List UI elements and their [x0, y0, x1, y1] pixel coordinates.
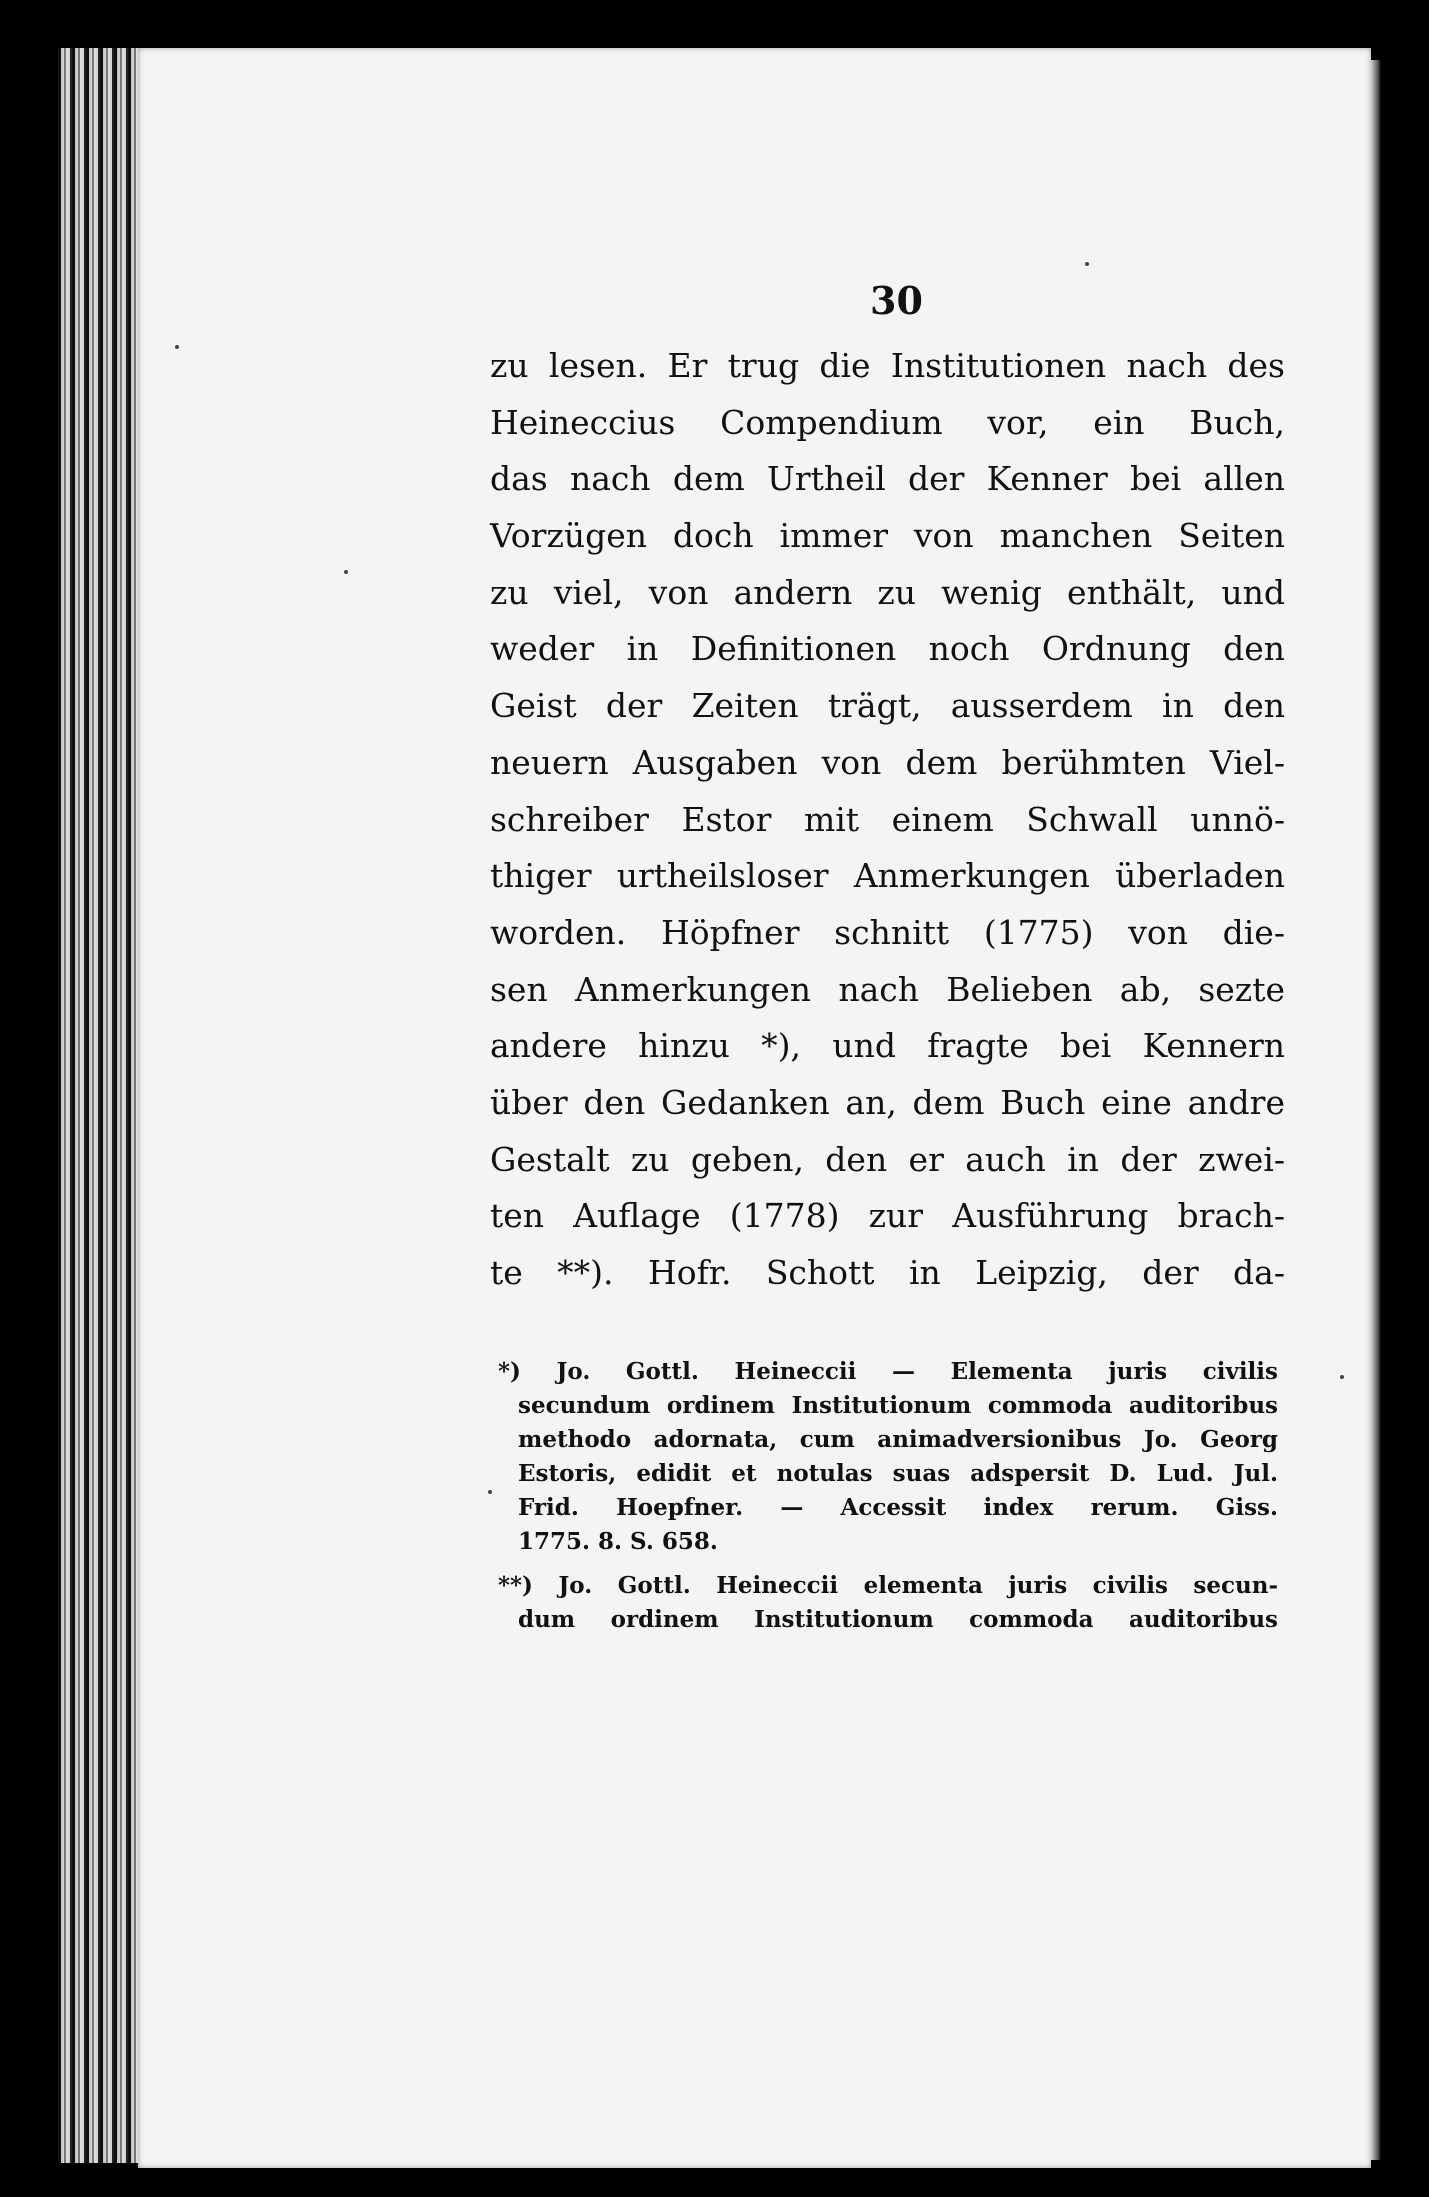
body-text [490, 338, 1285, 1302]
body-line: ten Auflage (1778) zur Ausführung brach- [490, 1196, 1285, 1236]
paper-speck [175, 345, 179, 349]
footnote-line: **) Jo. Gottl. Heineccii elementa juris civilis secun- [498, 1572, 1278, 1599]
body-line: andere hinzu *), und fragte bei Kennern [490, 1026, 1285, 1066]
body-line: weder in Definitionen noch Ordnung den [490, 629, 1285, 669]
footnote-line: *) Jo. Gottl. Heineccii — Elementa juris civilis [498, 1358, 1278, 1385]
footnote-line: Frid. Hoepfner. — Accessit index rerum. Giss. [518, 1494, 1278, 1521]
body-line: thiger urtheilsloser Anmerkungen überladen [490, 856, 1285, 896]
footnotes [498, 1355, 1278, 1637]
body-line: zu lesen. Er trug die Institutionen nach des [490, 346, 1285, 385]
body-line: Heineccius Compendium vor, ein Buch, [490, 402, 1285, 442]
footnote-1 [498, 1355, 1278, 1559]
body-line: neuern Ausgaben von dem berühmten Viel- [490, 742, 1285, 782]
body-line: Gestalt zu geben, den er auch in der zwei- [490, 1139, 1285, 1179]
page-number: 30 [870, 278, 923, 323]
body-line: te **). Hofr. Schott in Leipzig, der da- [490, 1253, 1285, 1292]
footnote-line: dum ordinem Institutionum commoda auditoribus [518, 1606, 1278, 1633]
paper-speck [1340, 1375, 1344, 1379]
footnote-line: 1775. 8. S. 658. [518, 1528, 718, 1555]
footnote-line: methodo adornata, cum animadversionibus Jo. Georg [518, 1426, 1278, 1453]
footnote-line: Estoris, edidit et notulas suas adspersit D. Lud. Jul. [518, 1460, 1278, 1487]
page-right-edge [1371, 60, 1381, 2160]
footnote-2 [498, 1569, 1278, 1637]
body-line: über den Gedanken an, dem Buch eine andre [490, 1082, 1285, 1122]
paper-speck [1085, 262, 1089, 266]
body-line: schreiber Estor mit einem Schwall unnö- [490, 799, 1285, 839]
body-line: worden. Höpfner schnitt (1775) von die- [490, 912, 1285, 952]
footnote-line: secundum ordinem Institutionum commoda auditoribus [518, 1392, 1278, 1419]
paper-speck [344, 570, 348, 574]
body-line: sen Anmerkungen nach Belieben ab, sezte [490, 969, 1285, 1009]
body-line: Geist der Zeiten trägt, ausserdem in den [490, 686, 1285, 726]
body-line: das nach dem Urtheil der Kenner bei allen [490, 459, 1285, 499]
body-line: zu viel, von andern zu wenig enthält, und [490, 572, 1285, 612]
body-line: Vorzügen doch immer von manchen Seiten [490, 516, 1285, 556]
paper-speck [488, 1490, 492, 1494]
